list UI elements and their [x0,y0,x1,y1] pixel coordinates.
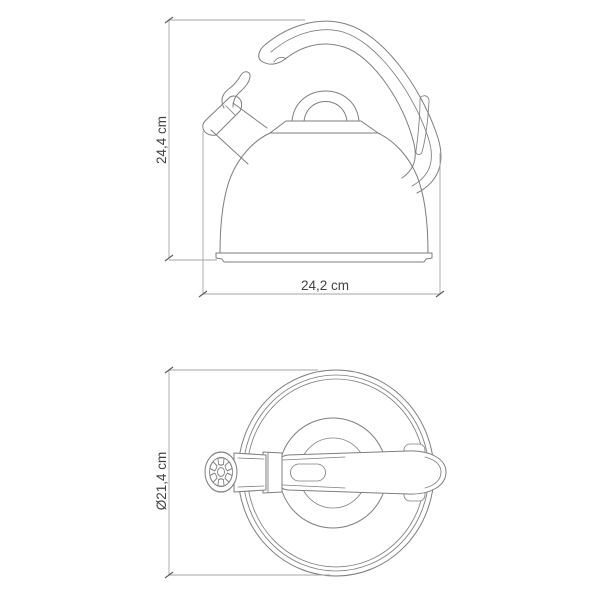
height-dimension [154,17,305,261]
lid-knob-outer [292,91,359,121]
spout-top [205,452,282,493]
whistle-cap-top [205,452,237,492]
diameter-dimension-label: Ø21,4 cm [154,451,169,511]
kettle-handle-top [273,451,446,494]
whistle-lever [222,72,250,108]
width-dimension [199,131,444,297]
lid-knob-inner [304,102,347,122]
top-view [154,367,446,578]
kettle-base-plate [216,253,432,262]
handle-slot [416,96,429,155]
kettle-lid [270,91,378,133]
kettle-handle-side [259,21,441,193]
height-dimension-label: 24,4 cm [154,115,169,165]
spout-whistle [203,72,267,164]
width-dimension-label: 24,2 cm [300,278,350,293]
side-view [154,17,444,297]
kettle-body-outline [216,133,432,262]
